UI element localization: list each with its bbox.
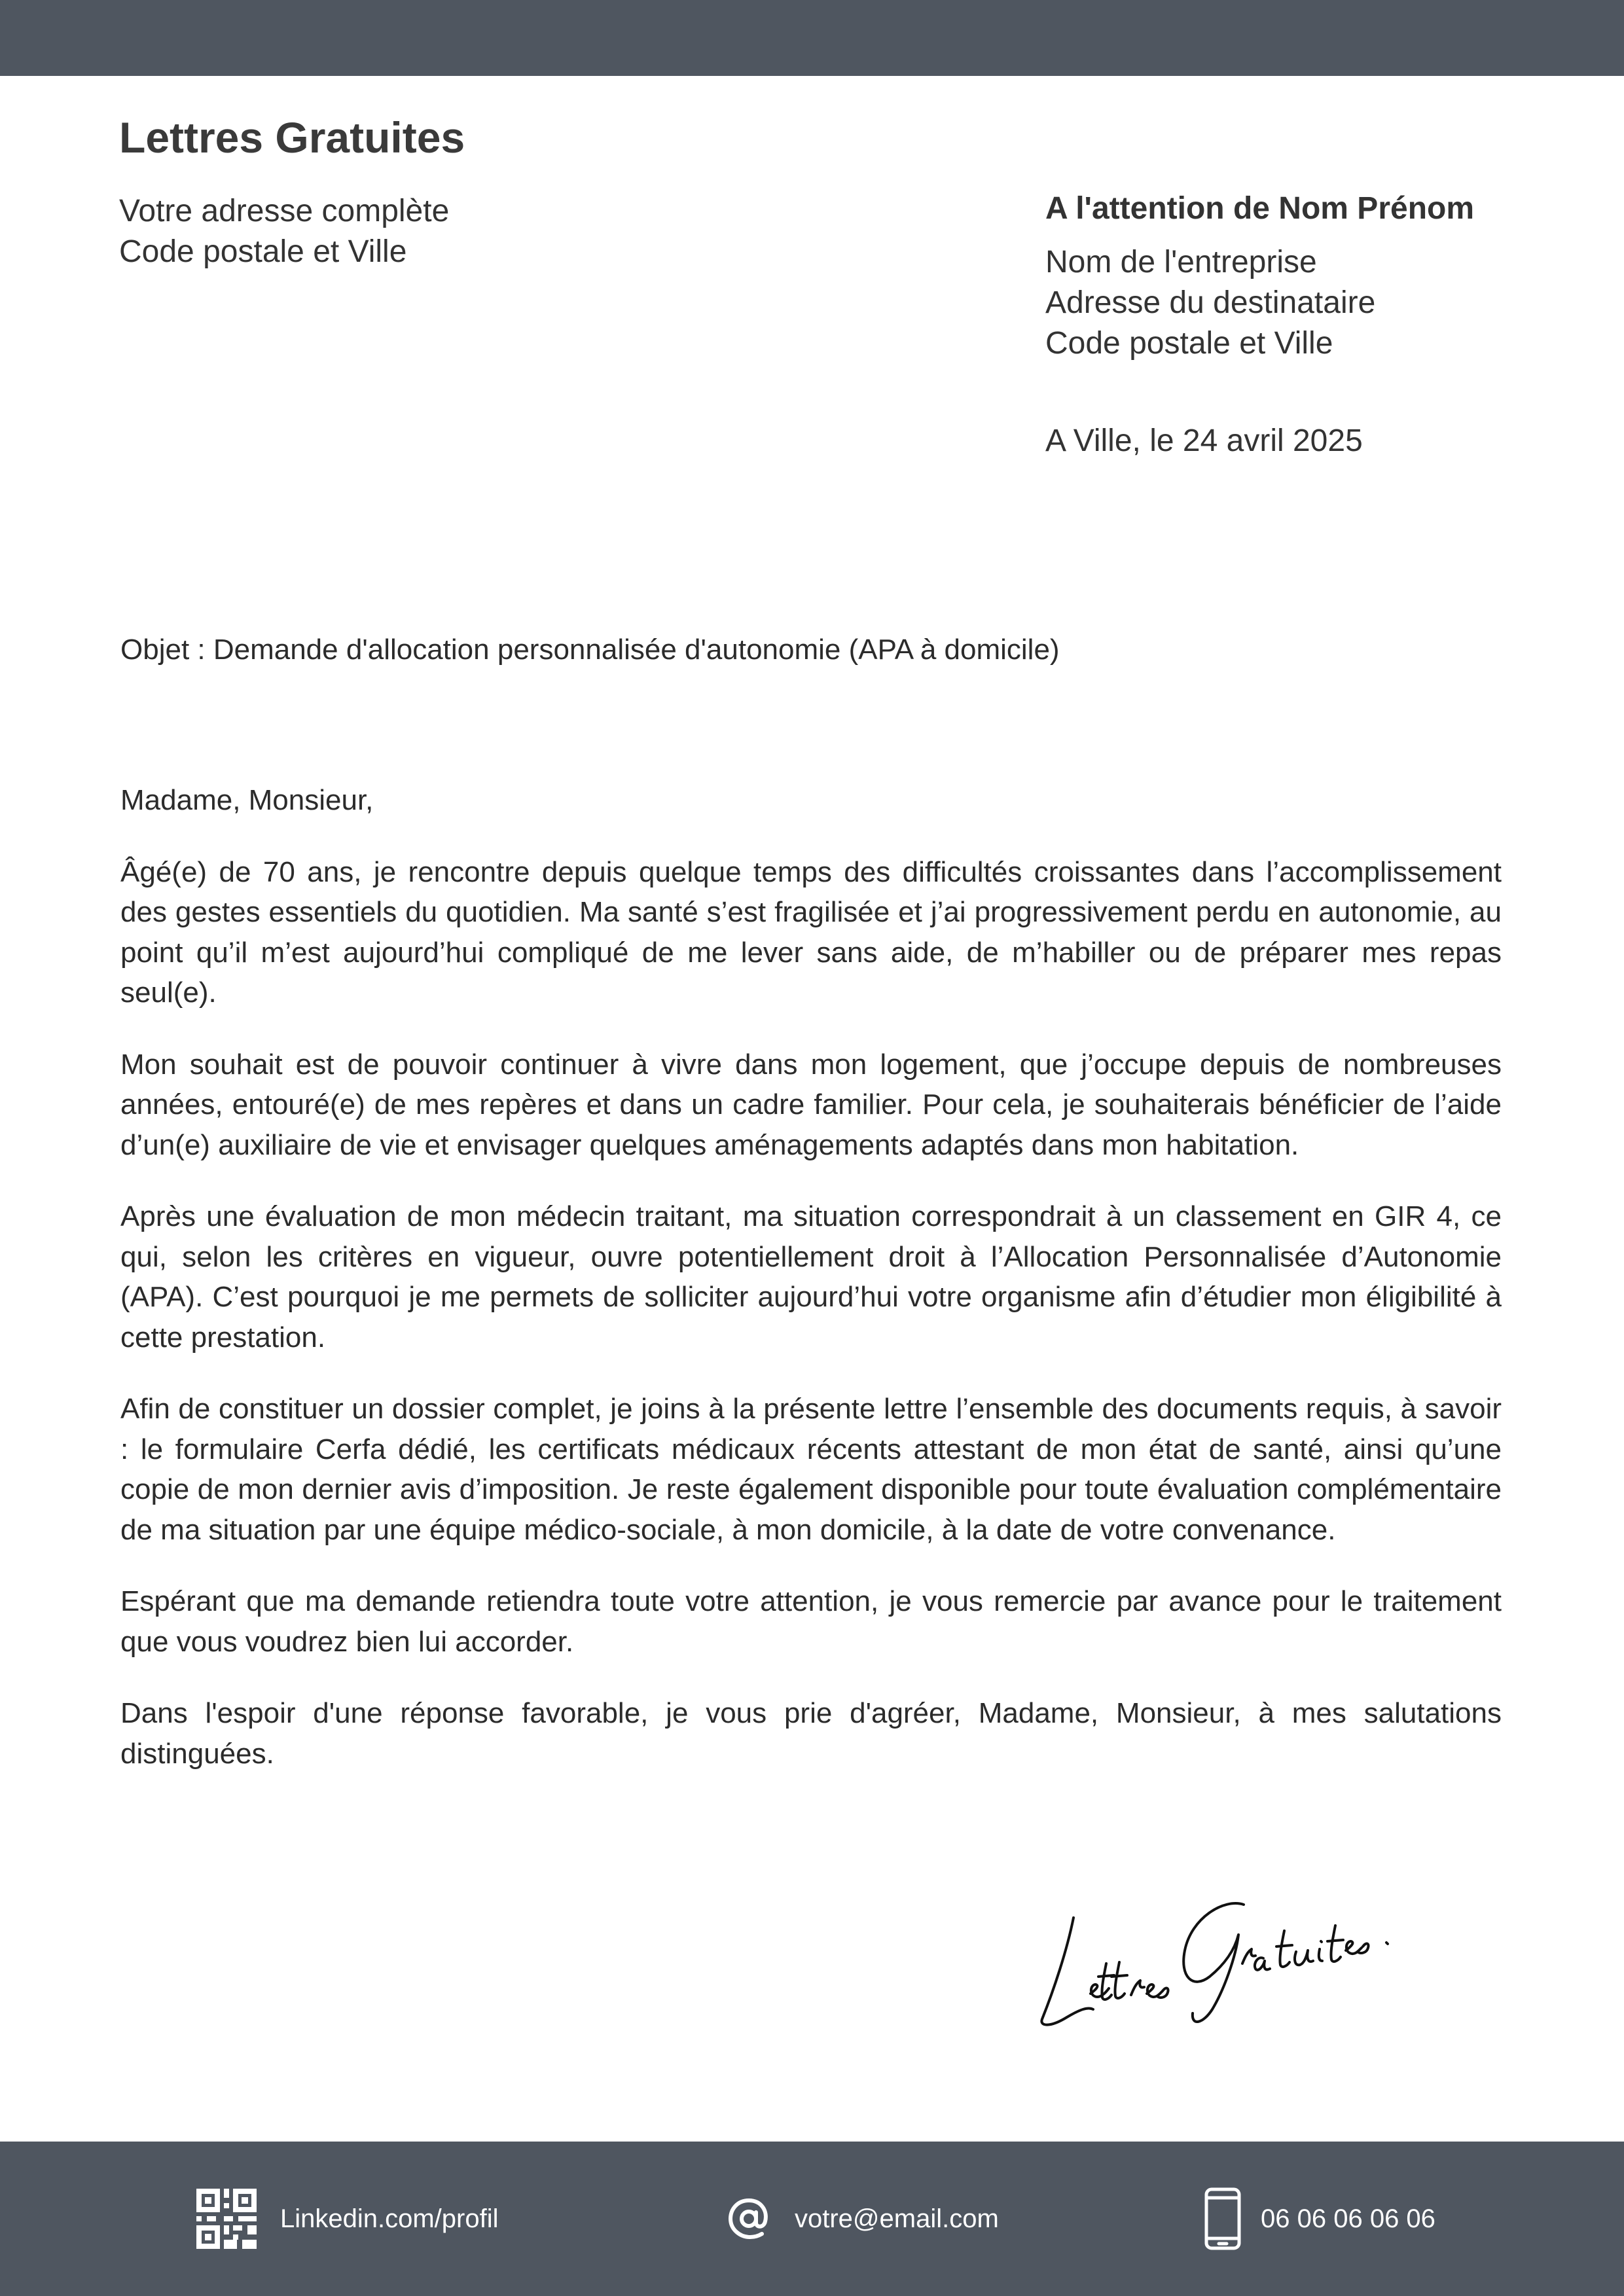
body-paragraph-4: Afin de constituer un dossier complet, je joins à la présente lettre l’ensemble des documents requis, à savoir : le formulaire Cerfa dédié, les certificats médicaux récents attestant de mon état de santé, ainsi qu’une copie de mon dernier avis d’imposition. Je reste également disponible pour toute évaluation complémentaire de ma situation par une équipe médico-sociale, à mon domicile, à la date de votre convenance. [120, 1393, 1502, 1546]
body-paragraph-2: Mon souhait est de pouvoir continuer à vivre dans mon logement, que j’occupe depuis de nombreuses années, entouré(e) de mes repères et dans un cadre familier. Pour cela, je souhaiterais bénéficier de l’aide d’un(e) auxiliaire de vie et envisager quelques aménagements adaptés dans mon habitation. [120, 1048, 1502, 1161]
handwritten-signature [1028, 1878, 1420, 2036]
recipient-attention: A l'attention de Nom Prénom [1045, 191, 1475, 226]
footer-email[interactable] [727, 2142, 999, 2296]
recipient-address: Adresse du destinataire [1045, 285, 1376, 320]
letter-body [120, 780, 1502, 1805]
linkedin-link[interactable]: Linkedin.com/profil [280, 2204, 499, 2233]
email-link[interactable]: votre@email.com [795, 2204, 999, 2233]
sender-name: Lettres Gratuites [119, 113, 465, 162]
letter-subject: Objet : Demande d'allocation personnalisée d'autonomie (APA à domicile) [120, 634, 1060, 666]
letter-greeting: Madame, Monsieur, [120, 784, 374, 816]
body-paragraph-5: Espérant que ma demande retiendra toute votre attention, je vous remercie par avance pour le traitement que vous voudrez bien lui accorder. [120, 1585, 1502, 1658]
recipient-city: Code postale et Ville [1045, 326, 1333, 361]
footer-linkedin[interactable] [196, 2142, 499, 2296]
recipient-company: Nom de l'entreprise [1045, 245, 1317, 279]
at-sign-icon [727, 2197, 771, 2241]
body-paragraph-1: Âgé(e) de 70 ans, je rencontre depuis quelque temps des difficultés croissantes dans l’accomplissement des gestes essentiels du quotidien. Ma santé s’est fragilisée et j’ai progressivement perdu en autonomie, au point qu’il m’est aujourd’hui compliqué de me lever sans aide, de m’habiller ou de préparer mes repas seul(e). [120, 855, 1502, 1009]
sender-address [119, 191, 449, 272]
recipient-block [1045, 188, 1474, 364]
body-paragraph-6: Dans l'espoir d'une réponse favorable, je vous prie d'agréer, Madame, Monsieur, à mes salutations distinguées. [120, 1697, 1502, 1770]
top-band [0, 0, 1624, 76]
footer-phone[interactable] [1204, 2142, 1435, 2296]
sender-address-line1: Votre adresse complète [119, 194, 450, 228]
phone-number[interactable]: 06 06 06 06 06 [1261, 2204, 1435, 2233]
sender-address-line2: Code postale et Ville [119, 234, 407, 269]
qr-code-icon [196, 2189, 257, 2249]
body-paragraph-3: Après une évaluation de mon médecin traitant, ma situation correspondrait à un classement en GIR 4, ce qui, selon les critères en vigueur, ouvre potentiellement droit à l’Allocation Personnalisée d’Autonomie (APA). C’est pourquoi je me permets de solliciter aujourd’hui votre organisme afin d’étudier mon éligibilité à cette prestation. [120, 1200, 1502, 1354]
letter-date: A Ville, le 24 avril 2025 [1045, 423, 1363, 458]
footer-band [0, 2142, 1624, 2296]
mobile-phone-icon [1204, 2187, 1241, 2250]
